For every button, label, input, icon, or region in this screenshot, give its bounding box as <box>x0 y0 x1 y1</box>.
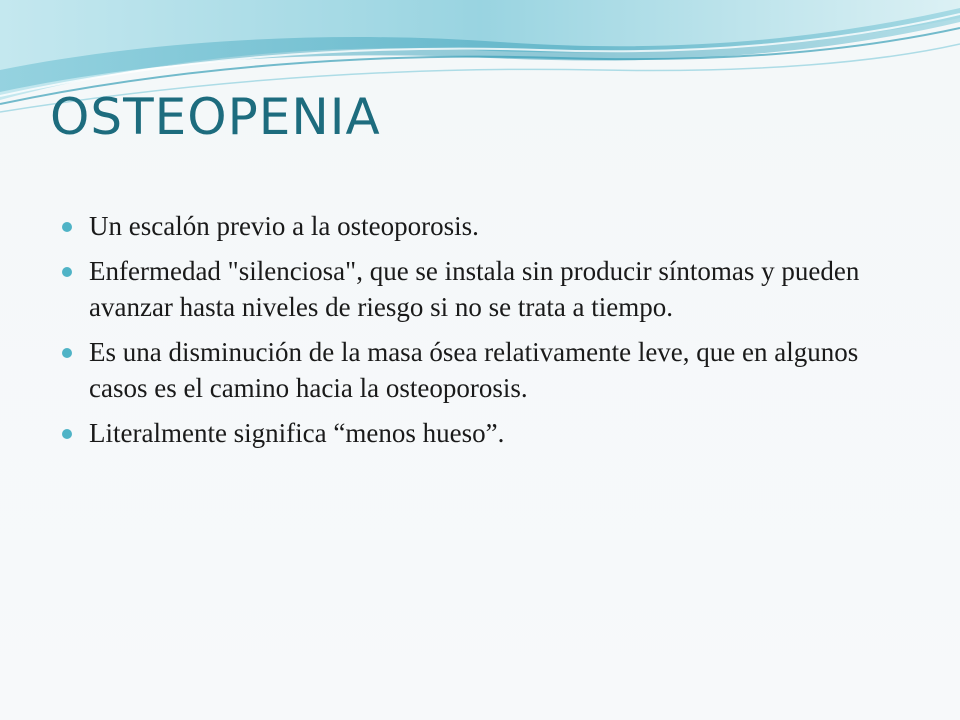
bullet-dot-icon <box>62 267 72 277</box>
bullet-dot-icon <box>62 222 72 232</box>
slide-title: OSTEOPENIA <box>50 88 381 146</box>
bullet-dot-icon <box>62 429 72 439</box>
bullet-item <box>62 415 862 451</box>
bullet-text: Enfermedad "silenciosa", que se instala sin producir síntomas y pueden avanzar hasta niveles de riesgo si no se trata a tiempo. <box>89 256 860 322</box>
bullet-list <box>62 208 862 460</box>
bullet-item <box>62 334 862 406</box>
bullet-text: Un escalón previo a la osteoporosis. <box>89 211 479 241</box>
bullet-item <box>62 208 862 244</box>
bullet-text: Es una disminución de la masa ósea relativamente leve, que en algunos casos es el camino hacia la osteoporosis. <box>89 337 859 403</box>
bullet-text: Literalmente significa “menos hueso”. <box>89 418 505 448</box>
bullet-dot-icon <box>62 348 72 358</box>
bullet-item <box>62 253 862 325</box>
